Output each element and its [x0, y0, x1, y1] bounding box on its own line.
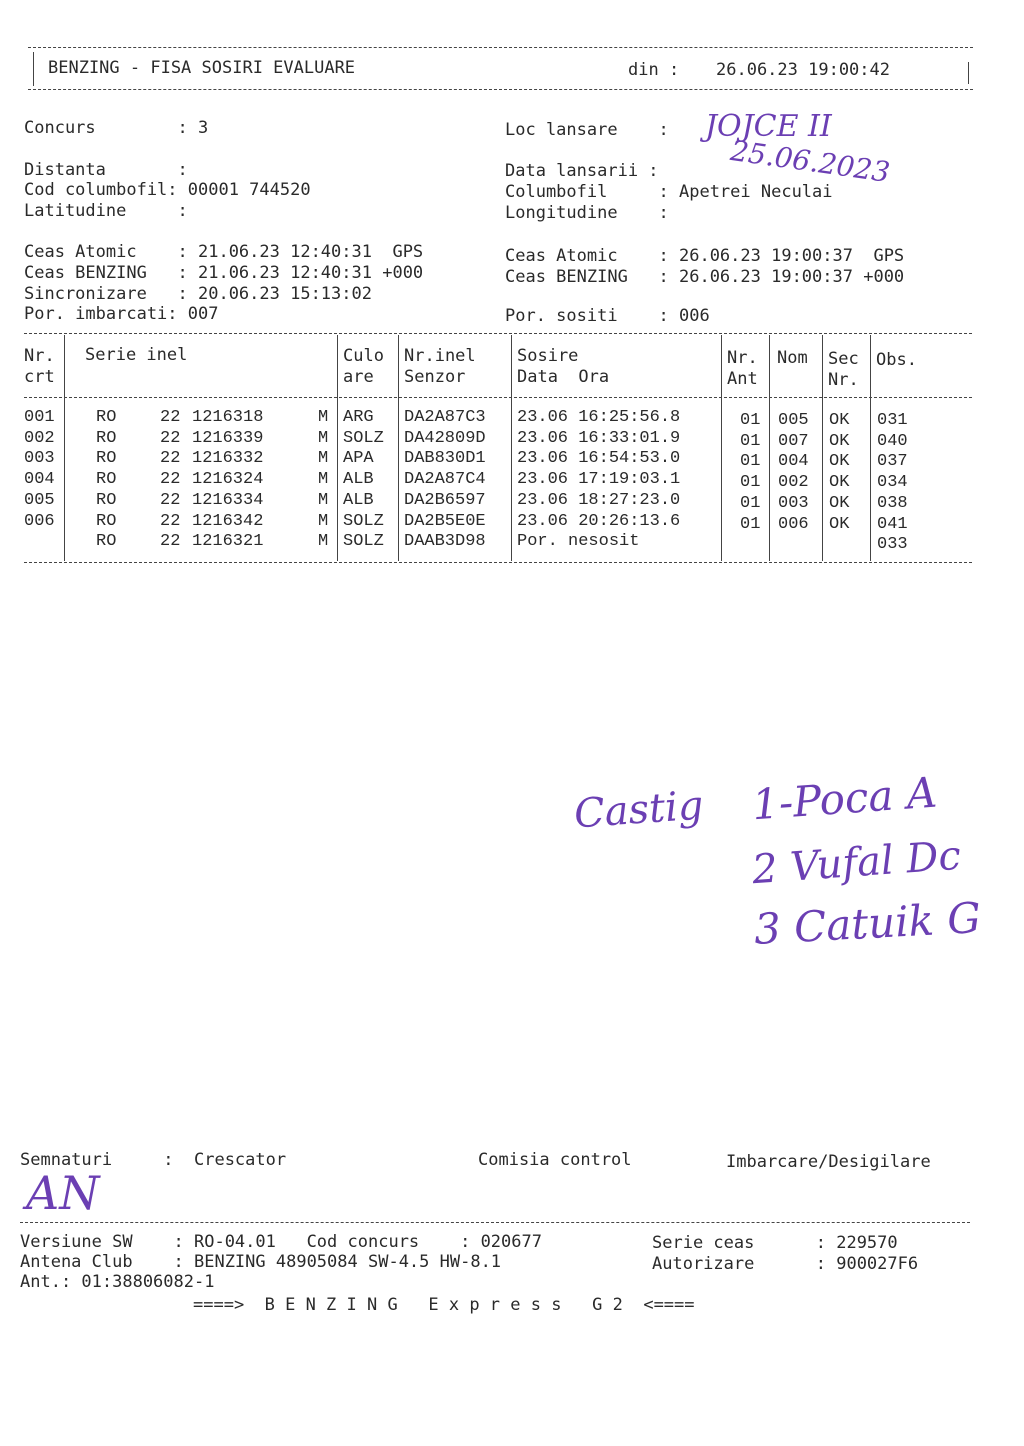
row-sensor: DA2A87C3: [404, 408, 486, 427]
benzing-express-brand: ====> B E N Z I N G E x p r e s s G 2 <====: [193, 1295, 695, 1315]
row-year: 22: [160, 470, 181, 490]
row-obs: 034: [877, 473, 908, 493]
row-sec: OK: [829, 431, 850, 451]
row-obs: 037: [877, 452, 908, 472]
header-nom: Nom: [777, 348, 808, 368]
versiune-sw: Versiune SW : RO-04.01 Cod concurs : 020677: [20, 1232, 542, 1252]
row-year: 22: [160, 511, 181, 531]
header-sec: Sec: [828, 349, 859, 369]
header-bottom-border: [28, 89, 973, 90]
header-right-border: [968, 62, 969, 84]
row-sensor: DAB830D1: [404, 449, 486, 469]
sincronizare-field: Sincronizare : 20.06.23 15:13:02: [24, 284, 372, 304]
header-serie-inel: Serie inel: [85, 345, 188, 365]
handwritten-note-line2: 2 Vufal Dc: [750, 832, 963, 894]
cod-columbofil-field: Cod columbofil: 00001 744520: [24, 180, 311, 200]
header-culoare: Culo: [343, 346, 384, 366]
din-value: 26.06.23 19:00:42: [716, 60, 890, 80]
row-nom: 004: [778, 452, 809, 472]
handwritten-note-line3: 3 Catuik G: [752, 893, 983, 954]
row-color: ALB: [343, 490, 374, 510]
row-arrival: 23.06 18:27:23.0: [517, 490, 681, 510]
row-sensor: DA42809D: [404, 428, 486, 448]
row-color: ALB: [343, 470, 374, 490]
row-sex: M: [318, 490, 329, 510]
row-sex: M: [318, 428, 329, 448]
footer-divider: [20, 1222, 970, 1223]
col-divider: [64, 335, 65, 561]
col-divider: [822, 335, 823, 561]
row-nom: 002: [778, 473, 809, 493]
din-label: din :: [628, 60, 680, 80]
row-arrival: 23.06 16:54:53.0: [517, 449, 681, 469]
row-ring: 1216339: [192, 428, 264, 448]
header-nr-ant: Nr.: [727, 348, 758, 368]
header-sec-nr: Nr.: [828, 370, 859, 390]
row-year: 22: [160, 428, 181, 448]
row-country: RO: [96, 511, 117, 531]
header-nr: Nr.: [24, 346, 55, 366]
row-country: RO: [96, 470, 117, 490]
report-title: BENZING - FISA SOSIRI EVALUARE: [48, 58, 356, 78]
por-sositi-field: Por. sositi : 006: [505, 306, 710, 326]
row-color: SOLZ: [343, 532, 384, 552]
imbarcare-desigilare: Imbarcare/Desigilare: [726, 1152, 931, 1172]
row-obs: 033: [877, 535, 908, 555]
row-ring: 1216332: [192, 449, 264, 469]
row-ring: 1216334: [192, 490, 264, 510]
row-nr: 006: [24, 511, 55, 531]
row-sex: M: [318, 532, 329, 552]
row-nom: 005: [778, 411, 809, 430]
header-top-border: [28, 47, 973, 48]
row-sensor: DA2B6597: [404, 490, 486, 510]
row-sec: OK: [829, 473, 850, 493]
row-arrival: 23.06 20:26:13.6: [517, 511, 681, 531]
table-bottom-border: [24, 562, 972, 563]
header-data-ora: Data Ora: [517, 367, 610, 387]
header-nr-inel: Nr.inel: [404, 346, 476, 366]
longitudine-field: Longitudine :: [505, 203, 669, 223]
row-nom: 003: [778, 493, 809, 513]
row-nom: 007: [778, 431, 809, 451]
row-color: SOLZ: [343, 511, 384, 531]
left-ceas-benzing: Ceas BENZING : 21.06.23 12:40:31 +000: [24, 263, 424, 283]
row-color: SOLZ: [343, 428, 384, 448]
header-ant: Ant: [727, 369, 758, 389]
row-country: RO: [96, 532, 117, 552]
row-country: RO: [96, 490, 117, 510]
autorizare: Autorizare : 900027F6: [652, 1254, 919, 1274]
header-senzor: Senzor: [404, 367, 466, 387]
handwritten-note-word: Castig: [572, 782, 705, 838]
row-nr: 001: [24, 408, 55, 427]
row-antenna: 01: [740, 411, 761, 430]
handwritten-loc: JOJCE II: [705, 109, 832, 144]
row-arrival: 23.06 17:19:03.1: [517, 470, 681, 490]
row-year: 22: [160, 408, 181, 427]
row-arrival: 23.06 16:33:01.9: [517, 428, 681, 448]
header-sosire: Sosire: [517, 346, 579, 366]
row-nr: 002: [24, 428, 55, 448]
col-divider: [511, 335, 512, 561]
distanta-field: Distanta :: [24, 160, 188, 180]
row-ring: 1216342: [192, 511, 264, 531]
row-nom: 006: [778, 514, 809, 534]
row-sex: M: [318, 408, 329, 427]
columbofil-field: Columbofil : Apetrei Neculai: [505, 182, 833, 202]
row-year: 22: [160, 490, 181, 510]
row-arrival: Por. nesosit: [517, 532, 640, 552]
row-sec: OK: [829, 514, 850, 534]
row-sensor: DA2B5E0E: [404, 511, 486, 531]
row-antenna: 01: [740, 452, 761, 472]
right-ceas-atomic: Ceas Atomic : 26.06.23 19:00:37 GPS: [505, 246, 905, 266]
row-color: ARG: [343, 408, 374, 427]
row-arrival: 23.06 16:25:56.8: [517, 408, 681, 427]
row-obs: 040: [877, 431, 908, 451]
row-sex: M: [318, 449, 329, 469]
row-nr: 003: [24, 449, 55, 469]
row-antenna: 01: [740, 431, 761, 451]
row-color: APA: [343, 449, 374, 469]
handwritten-note-line1: 1-Poca A: [750, 767, 939, 830]
row-nr: 004: [24, 470, 55, 490]
row-antenna: 01: [740, 514, 761, 534]
row-sec: OK: [829, 493, 850, 513]
row-nr: 005: [24, 490, 55, 510]
row-country: RO: [96, 408, 117, 427]
concurs-field: Concurs : 3: [24, 118, 209, 138]
header-crt: crt: [24, 367, 55, 387]
header-obs: Obs.: [876, 350, 917, 370]
row-sex: M: [318, 470, 329, 490]
row-antenna: 01: [740, 473, 761, 493]
ant-field: Ant.: 01:38806082-1: [20, 1272, 215, 1292]
col-divider: [398, 335, 399, 561]
row-sec: OK: [829, 411, 850, 430]
right-ceas-benzing: Ceas BENZING : 26.06.23 19:00:37 +000: [505, 267, 905, 287]
semnaturi-field: Semnaturi : Crescator: [20, 1150, 287, 1170]
row-sec: OK: [829, 452, 850, 472]
row-ring: 1216318: [192, 408, 264, 427]
header-culoare-2: are: [343, 367, 374, 387]
col-divider: [870, 335, 871, 561]
table-header-divider: [24, 397, 972, 398]
left-ceas-atomic: Ceas Atomic : 21.06.23 12:40:31 GPS: [24, 242, 424, 262]
header-left-border: [33, 52, 34, 86]
row-obs: 041: [877, 514, 908, 534]
signature: AN: [26, 1166, 100, 1220]
comisia-control: Comisia control: [478, 1150, 632, 1170]
antena-club: Antena Club : BENZING 48905084 SW-4.5 HW-8.1: [20, 1252, 502, 1272]
latitudine-field: Latitudine :: [24, 201, 188, 221]
serie-ceas: Serie ceas : 229570: [652, 1233, 898, 1253]
row-sex: M: [318, 511, 329, 531]
row-obs: 031: [877, 411, 908, 430]
row-sensor: DAAB3D98: [404, 532, 486, 552]
row-country: RO: [96, 449, 117, 469]
por-imbarcati-field: Por. imbarcati: 007: [24, 304, 219, 324]
row-year: 22: [160, 449, 181, 469]
row-sensor: DA2A87C4: [404, 470, 486, 490]
loc-lansare-field: Loc lansare :: [505, 120, 669, 140]
row-obs: 038: [877, 493, 908, 513]
col-divider: [337, 335, 338, 561]
col-divider: [721, 335, 722, 561]
row-antenna: 01: [740, 493, 761, 513]
table-top-border: [24, 333, 972, 334]
row-ring: 1216324: [192, 470, 264, 490]
row-country: RO: [96, 428, 117, 448]
row-year: 22: [160, 532, 181, 552]
row-ring: 1216321: [192, 532, 264, 552]
col-divider: [769, 335, 770, 561]
data-lansarii-field: Data lansarii :: [505, 161, 659, 181]
handwritten-date: 25.06.2023: [728, 134, 892, 190]
